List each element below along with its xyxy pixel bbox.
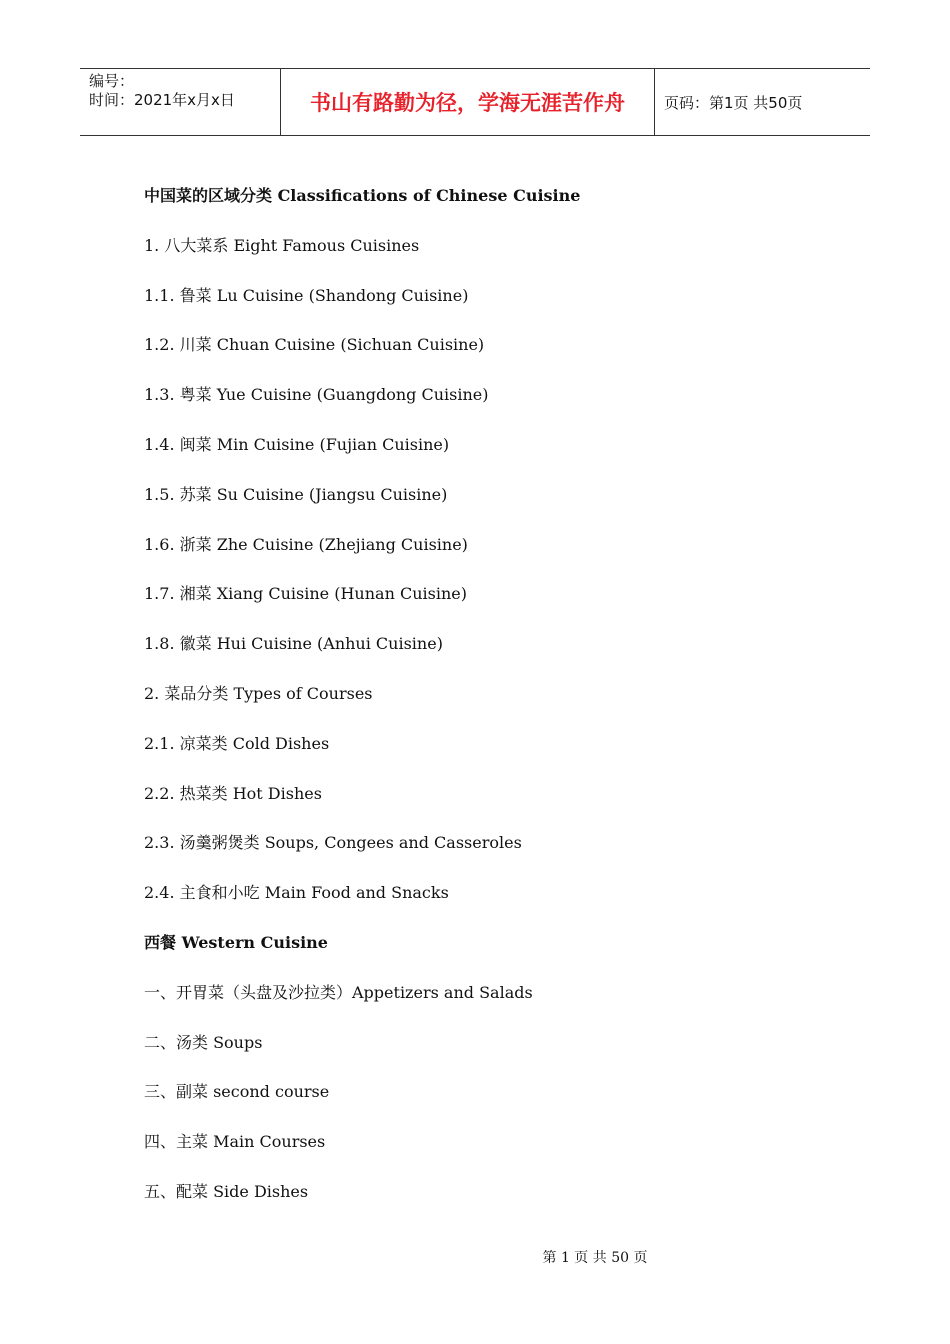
page-counter: 页码：第1页 共50页 bbox=[664, 93, 803, 112]
list-item: 1.8. 徽菜 Hui Cuisine (Anhui Cuisine) bbox=[144, 634, 443, 654]
list-item: 1.3. 粤菜 Yue Cuisine (Guangdong Cuisine) bbox=[144, 385, 489, 405]
header-left-cell bbox=[80, 69, 281, 135]
list-item: 2.1. 凉菜类 Cold Dishes bbox=[144, 733, 330, 753]
motto: 书山有路勤为径，学海无涯苦作舟 bbox=[281, 69, 655, 135]
section-heading: 西餐 Western Cuisine bbox=[144, 932, 328, 952]
list-item: 1.5. 苏菜 Su Cuisine (Jiangsu Cuisine) bbox=[144, 484, 448, 504]
page-header bbox=[80, 68, 870, 136]
document-body bbox=[144, 184, 844, 1230]
list-item: 四、主菜 Main Courses bbox=[144, 1132, 326, 1152]
list-item: 2.2. 热菜类 Hot Dishes bbox=[144, 783, 322, 803]
page-footer: 第 1 页 共 50 页 bbox=[542, 1250, 648, 1266]
list-item: 1.7. 湘菜 Xiang Cuisine (Hunan Cuisine) bbox=[144, 584, 467, 604]
list-item: 2.4. 主食和小吃 Main Food and Snacks bbox=[144, 883, 449, 903]
list-item: 1.2. 川菜 Chuan Cuisine (Sichuan Cuisine) bbox=[144, 335, 485, 355]
time-label: 时间：2021年x月x日 bbox=[89, 91, 235, 109]
list-item: 一、开胃菜（头盘及沙拉类）Appetizers and Salads bbox=[144, 982, 533, 1002]
list-item: 1.4. 闽菜 Min Cuisine (Fujian Cuisine) bbox=[144, 434, 450, 454]
list-item: 五、配菜 Side Dishes bbox=[144, 1181, 309, 1201]
list-item: 1.6. 浙菜 Zhe Cuisine (Zhejiang Cuisine) bbox=[144, 534, 468, 554]
list-item: 二、汤类 Soups bbox=[144, 1032, 263, 1052]
number-label: 编号： bbox=[89, 72, 135, 90]
list-item: 1. 八大菜系 Eight Famous Cuisines bbox=[144, 235, 420, 255]
section-heading: 中国菜的区域分类 Classifications of Chinese Cuisine bbox=[144, 186, 581, 205]
list-item: 2.3. 汤羹粥煲类 Soups, Congees and Casseroles bbox=[144, 833, 522, 853]
list-item: 1.1. 鲁菜 Lu Cuisine (Shandong Cuisine) bbox=[144, 285, 469, 305]
list-item: 三、副菜 second course bbox=[144, 1082, 330, 1102]
list-item: 2. 菜品分类 Types of Courses bbox=[144, 683, 373, 703]
